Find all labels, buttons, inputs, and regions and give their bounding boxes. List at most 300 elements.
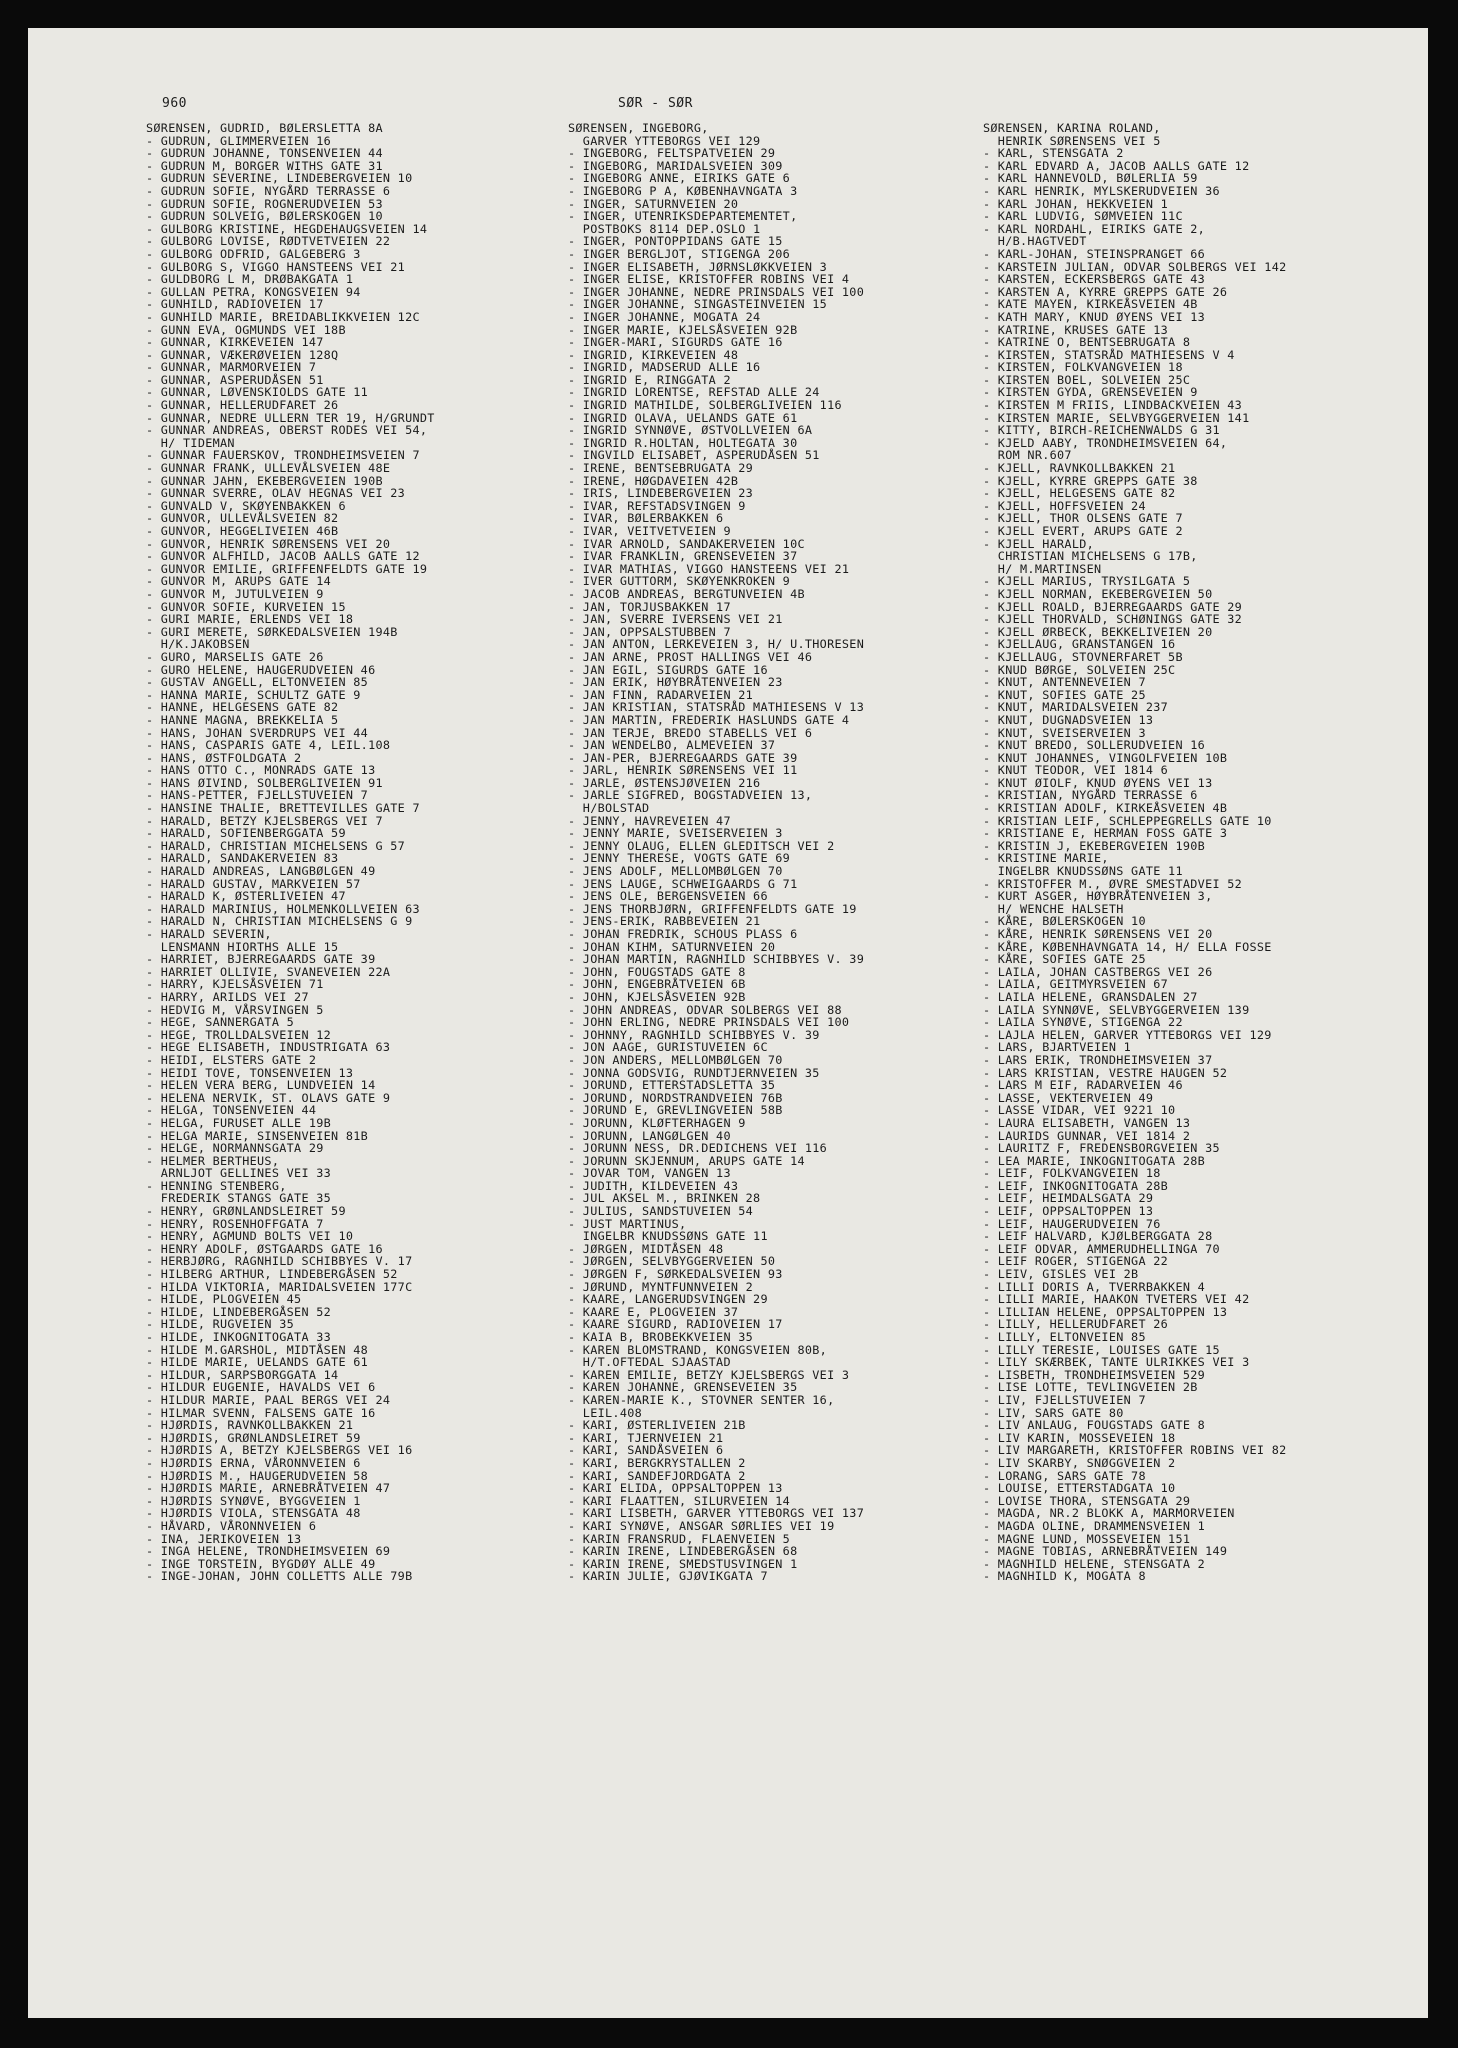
directory-entry: H/BOLSTAD — [568, 801, 650, 816]
directory-entry: SØRENSEN, KARINA ROLAND, — [983, 122, 1161, 135]
directory-entry: - KJELLAUG, GRANSTANGEN 16 — [983, 637, 1176, 652]
directory-entry: - JARL, HENRIK SØRENSENS VEI 11 — [568, 763, 798, 778]
directory-entry: - KATH MARY, KNUD ØYENS VEI 13 — [983, 309, 1206, 324]
directory-entry: - LILLY TERESIE, LOUISES GATE 15 — [983, 1342, 1220, 1357]
directory-entry: - HILDE MARIE, UELANDS GATE 61 — [146, 1355, 369, 1370]
directory-entry: GARVER YTTEBORGS VEI 129 — [568, 133, 761, 148]
directory-entry: - HANS, CASPARIS GATE 4, LEIL.108 — [146, 738, 391, 753]
directory-entry: - JOHN, FOUGSTADS GATE 8 — [568, 964, 746, 979]
directory-entry: - HELEN VERA BERG, LUNDVEIEN 14 — [146, 1078, 376, 1093]
directory-entry: - GUNVOR ALFHILD, JACOB AALLS GATE 12 — [146, 549, 420, 564]
directory-entry: - KARL, STENSGATA 2 — [983, 146, 1124, 161]
directory-entry: - LEIF, FOLKVANGVEIEN 18 — [983, 1166, 1161, 1181]
directory-entry: - LEIV, GISLES VEI 2B — [983, 1267, 1139, 1282]
directory-entry: - KIRSTEN M FRIIS, LINDBACKVEIEN 43 — [983, 398, 1243, 413]
directory-entry: - HJØRDIS A, BETZY KJELSBERGS VEI 16 — [146, 1443, 413, 1458]
directory-entry: - KARI LISBETH, GARVER YTTEBORGS VEI 137 — [568, 1506, 865, 1521]
directory-entry: - KATE MAYEN, KIRKEÅSVEIEN 4B — [983, 297, 1198, 312]
directory-entry: - LAJLA HELEN, GARVER YTTEBORGS VEI 129 — [983, 1027, 1272, 1042]
directory-entry: - LOUISE, ETTERSTADGATA 10 — [983, 1481, 1176, 1496]
directory-entry: - INGRID R.HOLTAN, HOLTEGATA 30 — [568, 435, 798, 450]
directory-entry: - KARL-JOHAN, STEINSPRANGET 66 — [983, 246, 1206, 261]
directory-entry: - HJØRDIS ERNA, VÅRONNVEIEN 6 — [146, 1455, 361, 1470]
directory-entry: - HJØRDIS M., HAUGERUDVEIEN 58 — [146, 1468, 369, 1483]
directory-entry: - HENRY ADOLF, ØSTGAARDS GATE 16 — [146, 1241, 383, 1256]
directory-entry: - GUNNAR, ASPERUDÅSEN 51 — [146, 372, 324, 387]
directory-entry: - GUNVOR, HENRIK SØRENSENS VEI 20 — [146, 536, 391, 551]
directory-entry: - HELGA, TONSENVEIEN 44 — [146, 1103, 317, 1118]
directory-entry: - KAIA B, BROBEKKVEIEN 35 — [568, 1330, 754, 1344]
directory-entry: - KJELL, THOR OLSENS GATE 7 — [983, 511, 1183, 526]
directory-entry: - HEIDI TOVE, TONSENVEIEN 13 — [146, 1065, 354, 1080]
directory-entry: - GUNVOR, ULLEVÅLSVEIEN 82 — [146, 511, 339, 526]
directory-entry: - JAN ERIK, HØYBRÅTENVEIEN 23 — [568, 675, 783, 690]
directory-entry: - LILLY, ELTONVEIEN 85 — [983, 1330, 1146, 1344]
directory-entry: H/ M.MARTINSEN — [983, 561, 1102, 576]
directory-entry: - HARALD, SANDAKERVEIEN 83 — [146, 851, 339, 866]
directory-entry: - HEGE, TROLLDALSVEIEN 12 — [146, 1027, 332, 1042]
directory-entry: - KJELL HARALD, — [983, 536, 1095, 551]
directory-entry: - HENRY, AGMUND BOLTS VEI 10 — [146, 1229, 354, 1244]
directory-entry: - JOHAN FREDRIK, SCHOUS PLASS 6 — [568, 927, 798, 941]
directory-entry: - GUDRUN JOHANNE, TONSENVEIEN 44 — [146, 146, 383, 161]
directory-entry: - JØRUND, MYNTFUNNVEIEN 2 — [568, 1279, 754, 1294]
directory-entry: - INGRID E, RINGGATA 2 — [568, 372, 731, 387]
directory-entry: - HILDUR, SARPSBORGGATA 14 — [146, 1367, 339, 1382]
directory-entry: - LAILA SYNNØVE, SELVBYGGERVEIEN 139 — [983, 1002, 1250, 1017]
directory-entry: CHRISTIAN MICHELSENS G 17B, — [983, 549, 1198, 564]
directory-entry: - HJØRDIS, GRØNLANDSLEIRET 59 — [146, 1430, 361, 1445]
directory-entry: - LAURIDS GUNNAR, VEI 1814 2 — [983, 1128, 1191, 1143]
directory-entry: - GUDRUN SOFIE, NYGÅRD TERRASSE 6 — [146, 183, 391, 198]
directory-entry: - GUNNAR FRANK, ULLEVÅLSVEIEN 48E — [146, 461, 391, 476]
directory-entry: - HARALD K, ØSTERLIVEIEN 47 — [146, 889, 346, 904]
directory-entry: - KRISTIANE E, HERMAN FOSS GATE 3 — [983, 826, 1228, 841]
directory-entry: - HARRY, KJELSÅSVEIEN 71 — [146, 977, 324, 992]
directory-entry: - JUDITH, KILDEVEIEN 43 — [568, 1178, 739, 1193]
directory-entry: - JAN ARNE, PROST HALLINGS VEI 46 — [568, 649, 813, 664]
directory-entry: - HANS, ØSTFOLDGATA 2 — [146, 750, 302, 765]
directory-entry: - HILBERG ARTHUR, LINDEBERGÅSEN 52 — [146, 1267, 398, 1282]
directory-entry: - INGEBORG ANNE, EIRIKS GATE 6 — [568, 171, 791, 186]
directory-entry: - JUL AKSEL M., BRINKEN 28 — [568, 1191, 761, 1206]
page-number: 960 — [162, 96, 187, 111]
column-3 — [983, 122, 1423, 1583]
directory-entry: - KRISTIAN LEIF, SCHLEPPEGRELLS GATE 10 — [983, 813, 1272, 828]
directory-entry: - HANS ØIVIND, SOLBERGLIVEIEN 91 — [146, 775, 383, 790]
directory-entry: - MAGDA OLINE, DRAMMENSVEIEN 1 — [983, 1518, 1206, 1533]
directory-entry: - KIRSTEN BOEL, SOLVEIEN 25C — [983, 372, 1191, 387]
directory-entry: - LOVISE THORA, STENSGATA 29 — [983, 1493, 1191, 1508]
directory-entry: - INGE-JOHAN, JOHN COLLETTS ALLE 79B — [146, 1569, 413, 1583]
directory-entry: - JAN WENDELBO, ALMEVEIEN 37 — [568, 738, 776, 753]
directory-entry: - HERBJØRG, RAGNHILD SCHIBBYES V. 17 — [146, 1254, 413, 1269]
directory-entry: - LAILA, JOHAN CASTBERGS VEI 26 — [983, 964, 1213, 979]
directory-entry: - JOHN ERLING, NEDRE PRINSDALS VEI 100 — [568, 1015, 850, 1030]
directory-entry: - JORUND E, GREVLINGVEIEN 58B — [568, 1103, 783, 1118]
directory-entry: H/ WENCHE HALSETH — [983, 901, 1124, 916]
directory-entry: - LARS ERIK, TRONDHEIMSVEIEN 37 — [983, 1052, 1213, 1067]
directory-entry: - JAN KRISTIAN, STATSRÅD MATHIESENS V 13 — [568, 700, 865, 715]
directory-entry: - HENNING STENBERG, — [146, 1178, 287, 1193]
directory-entry: - INGRID LORENTSE, REFSTAD ALLE 24 — [568, 385, 820, 400]
directory-entry: - HARALD SEVERIN, — [146, 927, 272, 941]
directory-entry: - IRENE, BENTSEBRUGATA 29 — [568, 461, 754, 476]
directory-entry: - KARI, BERGKRYSTALLEN 2 — [568, 1455, 746, 1470]
directory-entry: - HANNA MARIE, SCHULTZ GATE 9 — [146, 687, 361, 702]
directory-entry: - INGVILD ELISABET, ASPERUDÅSEN 51 — [568, 448, 820, 463]
directory-entry: - JAN, SVERRE IVERSENS VEI 21 — [568, 612, 783, 627]
directory-entry: - JOHN ANDREAS, ODVAR SOLBERGS VEI 88 — [568, 1002, 842, 1017]
directory-entry: - KARI, SANDÅSVEIEN 6 — [568, 1443, 724, 1458]
directory-entry: - MAGNE LUND, MOSSEVEIEN 151 — [983, 1531, 1191, 1546]
directory-entry: - KURT ASGER, HØYBRÅTENVEIEN 3, — [983, 889, 1213, 904]
directory-entry: - JARLE SIGFRED, BOGSTADVEIEN 13, — [568, 788, 813, 803]
directory-entry: - HJØRDIS MARIE, ARNEBRÅTVEIEN 47 — [146, 1481, 391, 1496]
directory-entry: SØRENSEN, GUDRID, BØLERSLETTA 8A — [146, 122, 383, 135]
directory-entry: - INGER ELISE, KRISTOFFER ROBINS VEI 4 — [568, 272, 850, 287]
directory-entry: - HARALD, CHRISTIAN MICHELSENS G 57 — [146, 838, 406, 853]
directory-entry: - JØRGEN, SELVBYGGERVEIEN 50 — [568, 1254, 776, 1269]
directory-entry: INGELBR KNUDSSØNS GATE 11 — [983, 864, 1183, 879]
directory-entry: - HJØRDIS, RAVNKOLLBAKKEN 21 — [146, 1418, 354, 1433]
directory-entry: - INGA HELENE, TRONDHEIMSVEIEN 69 — [146, 1544, 391, 1559]
directory-entry: - LILLI DORIS A, TVERRBAKKEN 4 — [983, 1279, 1206, 1294]
directory-entry: - GURO HELENE, HAUGERUDVEIEN 46 — [146, 662, 376, 677]
directory-entry: - HARALD MARINIUS, HOLMENKOLLVEIEN 63 — [146, 901, 420, 916]
directory-entry: - HELGA MARIE, SINSENVEIEN 81B — [146, 1128, 369, 1143]
directory-entry: - GURO, MARSELIS GATE 26 — [146, 649, 324, 664]
directory-entry: - HELMER BERTHEUS, — [146, 1153, 280, 1168]
directory-entry: - HANSINE THALIE, BRETTEVILLES GATE 7 — [146, 801, 420, 816]
directory-entry: - INGEBORG P A, KØBENHAVNGATA 3 — [568, 183, 798, 198]
directory-entry: - JENNY MARIE, SVEISERVEIEN 3 — [568, 826, 783, 841]
directory-entry: - INGER JOHANNE, MOGATA 24 — [568, 309, 761, 324]
directory-entry: - LASSE, VEKTERVEIEN 49 — [983, 1090, 1154, 1105]
directory-entry: - KNUT ØIOLF, KNUD ØYENS VEI 13 — [983, 775, 1213, 790]
directory-entry: - INGEBORG, MARIDALSVEIEN 309 — [568, 158, 783, 173]
directory-entry: - LIV SKARBY, SNØGGVEIEN 2 — [983, 1455, 1176, 1470]
directory-entry: - KNUD BØRGE, SOLVEIEN 25C — [983, 662, 1176, 677]
directory-entry: - INGER JOHANNE, SINGASTEINVEIEN 15 — [568, 297, 828, 312]
directory-entry: - LAILA HELENE, GRANSDALEN 27 — [983, 989, 1198, 1004]
directory-entry: - HARALD, BETZY KJELSBERGS VEI 7 — [146, 813, 383, 828]
directory-entry: H/B.HAGTVEDT — [983, 234, 1087, 249]
directory-entry: - INGRID SYNNØVE, ØSTVOLLVEIEN 6A — [568, 423, 813, 438]
directory-entry: - KJELL, HOFFSVEIEN 24 — [983, 498, 1146, 513]
directory-entry: - GULBORG ODFRID, GALGEBERG 3 — [146, 246, 361, 261]
directory-entry: - LEIF, HAUGERUDVEIEN 76 — [983, 1216, 1161, 1231]
directory-entry: - KARI, SANDEFJORDGATA 2 — [568, 1468, 746, 1483]
directory-entry: - GUNVOR M, ARUPS GATE 14 — [146, 574, 332, 589]
directory-entry: - GUDRUN SOLVEIG, BØLERSKOGEN 10 — [146, 209, 383, 224]
directory-entry: - INGE TORSTEIN, BYGDØY ALLE 49 — [146, 1556, 376, 1571]
directory-entry: - KARIN IRENE, SMEDSTUSVINGEN 1 — [568, 1556, 798, 1571]
directory-entry: - INGER JOHANNE, NEDRE PRINSDALS VEI 100 — [568, 284, 865, 299]
directory-entry: - IRENE, HØGDAVEIEN 42B — [568, 473, 739, 488]
directory-entry: - INGER, SATURNVEIEN 20 — [568, 196, 739, 211]
directory-entry: - HARALD N, CHRISTIAN MICHELSENS G 9 — [146, 914, 413, 929]
directory-entry: - KIRSTEN GYDA, GRENSEVEIEN 9 — [983, 385, 1198, 400]
directory-entry: - JON AAGE, GURISTUVEIEN 6C — [568, 1040, 768, 1055]
directory-entry: - MAGNHILD K, MOGATA 8 — [983, 1569, 1146, 1583]
directory-entry: - GUDRUN M, BORGER WITHS GATE 31 — [146, 158, 383, 173]
directory-entry: - JON ANDERS, MELLOMBØLGEN 70 — [568, 1052, 783, 1067]
directory-entry: - LEIF ROGER, STIGENGA 22 — [983, 1254, 1169, 1269]
directory-page — [28, 28, 1428, 2018]
directory-entry: - INGRID, KIRKEVEIEN 48 — [568, 347, 739, 362]
directory-entry: ROM NR.607 — [983, 448, 1072, 463]
directory-entry: - LORANG, SARS GATE 78 — [983, 1468, 1146, 1483]
directory-entry: - HEIDI, ELSTERS GATE 2 — [146, 1052, 317, 1067]
directory-entry: - JØRGEN, MIDTÅSEN 48 — [568, 1241, 724, 1256]
directory-entry: - GUDRUN SEVERINE, LINDEBERGVEIEN 10 — [146, 171, 413, 186]
directory-entry: - KAREN BLOMSTRAND, KONGSVEIEN 80B, — [568, 1342, 828, 1357]
directory-entry: - KJELL ROALD, BJERREGAARDS GATE 29 — [983, 599, 1243, 614]
directory-entry: - GUNVOR EMILIE, GRIFFENFELDTS GATE 19 — [146, 561, 428, 576]
directory-entry: - HILDUR EUGENIE, HAVALDS VEI 6 — [146, 1380, 376, 1395]
directory-entry: - JORUND, NORDSTRANDVEIEN 76B — [568, 1090, 783, 1105]
directory-entry: - GUNVALD V, SKØYENBAKKEN 6 — [146, 498, 346, 513]
directory-entry: - GULBORG LOVISE, RØDTVETVEIEN 22 — [146, 234, 391, 249]
directory-entry: - KJELL THORVALD, SCHØNINGS GATE 32 — [983, 612, 1243, 627]
directory-entry: - KNUT, SOFIES GATE 25 — [983, 687, 1146, 702]
directory-entry: - LEA MARIE, INKOGNITOGATA 28B — [983, 1153, 1206, 1168]
directory-entry: - IVAR, BØLERBAKKEN 6 — [568, 511, 724, 526]
running-head: SØR - SØR — [618, 96, 693, 111]
directory-entry: - IVAR, REFSTADSVINGEN 9 — [568, 498, 746, 513]
directory-entry: - KJELL EVERT, ARUPS GATE 2 — [983, 524, 1183, 538]
directory-entry: - GULBORG KRISTINE, HEGDEHAUGSVEIEN 14 — [146, 221, 428, 236]
directory-entry: - INGRID OLAVA, UELANDS GATE 61 — [568, 410, 798, 425]
directory-entry: LENSMANN HIORTHS ALLE 15 — [146, 939, 339, 954]
directory-entry: - JAN, OPPSALSTUBBEN 7 — [568, 624, 731, 639]
directory-entry: - KAARE SIGURD, RADIOVEIEN 17 — [568, 1317, 783, 1332]
directory-entry: - HILDUR MARIE, PAAL BERGS VEI 24 — [146, 1392, 391, 1407]
directory-entry: - HÅVARD, VÅRONNVEIEN 6 — [146, 1518, 317, 1533]
directory-entry: - GUNVOR M, JUTULVEIEN 9 — [146, 586, 324, 601]
directory-entry: - GUDRUN, GLIMMERVEIEN 16 — [146, 133, 332, 148]
directory-entry: - KARSTEIN JULIAN, ODVAR SOLBERGS VEI 142 — [983, 259, 1287, 274]
directory-entry: - INGER BERGLJOT, STIGENGA 206 — [568, 246, 791, 261]
directory-entry: - IVAR FRANKLIN, GRENSEVEIEN 37 — [568, 549, 798, 564]
directory-entry: - HENRY, GRØNLANDSLEIRET 59 — [146, 1204, 346, 1219]
directory-entry: - KRISTOFFER M., ØVRE SMESTADVEI 52 — [983, 876, 1243, 891]
directory-entry: - LASSE VIDAR, VEI 9221 10 — [983, 1103, 1176, 1118]
directory-entry: - JOHN, ENGEBRÅTVEIEN 6B — [568, 977, 746, 992]
directory-entry: - IRIS, LINDEBERGVEIEN 23 — [568, 486, 754, 501]
directory-entry: - KRISTIAN ADOLF, KIRKEÅSVEIEN 4B — [983, 801, 1228, 816]
directory-entry: - HJØRDIS VIOLA, STENSGATA 48 — [146, 1506, 361, 1521]
directory-entry: HENRIK SØRENSENS VEI 5 — [983, 133, 1161, 148]
directory-entry: - HARALD, SOFIENBERGGATA 59 — [146, 826, 346, 841]
directory-entry: - JOHN, KJELSÅSVEIEN 92B — [568, 989, 746, 1004]
directory-entry: - HELENA NERVIK, ST. OLAVS GATE 9 — [146, 1090, 391, 1105]
directory-entry: - LEIF, HEIMDALSGATA 29 — [983, 1191, 1154, 1206]
directory-entry: - MAGDA, NR.2 BLOKK A, MARMORVEIEN — [983, 1506, 1235, 1521]
directory-entry: - IVAR, VEITVETVEIEN 9 — [568, 524, 731, 538]
directory-entry: - INGER ELISABETH, JØRNSLØKKVEIEN 3 — [568, 259, 828, 274]
directory-entry: - LIV ANLAUG, FOUGSTADS GATE 8 — [983, 1418, 1206, 1433]
directory-entry: - HANNE, HELGESENS GATE 82 — [146, 700, 339, 715]
directory-entry: - INGER, UTENRIKSDEPARTEMENTET, — [568, 209, 798, 224]
directory-entry: - JENS LAUGE, SCHWEIGAARDS G 71 — [568, 876, 798, 891]
directory-entry: - JARLE, ØSTENSJØVEIEN 216 — [568, 775, 761, 790]
directory-entry: - GULDBORG L M, DRØBAKGATA 1 — [146, 272, 354, 287]
directory-entry: - GUNNAR FAUERSKOV, TRONDHEIMSVEIEN 7 — [146, 448, 420, 463]
directory-entry: - JULIUS, SANDSTUVEIEN 54 — [568, 1204, 754, 1219]
directory-entry: - LILY SKÆRBEK, TANTE ULRIKKES VEI 3 — [983, 1355, 1250, 1370]
directory-entry: - JORUNN, KLØFTERHAGEN 9 — [568, 1115, 746, 1130]
directory-entry: LEIL.408 — [568, 1405, 643, 1420]
directory-entry: - GUNNAR, HELLERUDFARET 26 — [146, 398, 339, 413]
directory-entry: - KJELD AABY, TRONDHEIMSVEIEN 64, — [983, 435, 1228, 450]
directory-entry: - KNUT TEODOR, VEI 1814 6 — [983, 763, 1169, 778]
directory-entry: - KARI, ØSTERLIVEIEN 21B — [568, 1418, 746, 1433]
directory-entry: - KIRSTEN MARIE, SELVBYGGERVEIEN 141 — [983, 410, 1250, 425]
directory-entry: - GUNVOR, HEGGELIVEIEN 46B — [146, 524, 339, 538]
directory-entry: - GURI MARIE, ERLENDS VEI 18 — [146, 612, 354, 627]
directory-entry: - KARSTEN, ECKERSBERGS GATE 43 — [983, 272, 1206, 287]
directory-entry: - LARS M EIF, RADARVEIEN 46 — [983, 1078, 1183, 1093]
directory-entry: - JACOB ANDREAS, BERGTUNVEIEN 4B — [568, 586, 805, 601]
directory-entry: - HILDE, PLOGVEIEN 45 — [146, 1292, 302, 1307]
directory-entry: - KATRINE, KRUSES GATE 13 — [983, 322, 1169, 337]
directory-entry: - JAN ANTON, LERKEVEIEN 3, H/ U.THORESEN — [568, 637, 865, 652]
directory-entry: - KÅRE, BØLERSKOGEN 10 — [983, 914, 1146, 929]
directory-entry: - KJELL, RAVNKOLLBAKKEN 21 — [983, 461, 1176, 476]
directory-entry: - JENNY OLAUG, ELLEN GLEDITSCH VEI 2 — [568, 838, 835, 853]
directory-entry: - KARSTEN A, KYRRE GREPPS GATE 26 — [983, 284, 1228, 299]
directory-entry: - KARIN JULIE, GJØVIKGATA 7 — [568, 1569, 768, 1583]
directory-entry: - LIV, SARS GATE 80 — [983, 1405, 1124, 1420]
directory-entry: - JENNY THERESE, VOGTS GATE 69 — [568, 851, 791, 866]
directory-entry: - KRISTIN J, EKEBERGVEIEN 190B — [983, 838, 1206, 853]
directory-entry: - KÅRE, SOFIES GATE 25 — [983, 952, 1146, 967]
directory-entry: - HARRY, ARILDS VEI 27 — [146, 989, 309, 1004]
directory-entry: - KNUT JOHANNES, VINGOLFVEIEN 10B — [983, 750, 1228, 765]
directory-entry: - HARRIET OLLIVIE, SVANEVEIEN 22A — [146, 964, 391, 979]
directory-entry: - KARI SYNØVE, ANSGAR SØRLIES VEI 19 — [568, 1518, 835, 1533]
directory-entry: - GULBORG S, VIGGO HANSTEENS VEI 21 — [146, 259, 406, 274]
directory-entry: - JØRGEN F, SØRKEDALSVEIEN 93 — [568, 1267, 783, 1282]
directory-entry: - GUNHILD, RADIOVEIEN 17 — [146, 297, 324, 312]
directory-entry: - INGER-MARI, SIGURDS GATE 16 — [568, 335, 783, 350]
directory-entry: - GUNNAR ANDREAS, OBERST RODES VEI 54, — [146, 423, 428, 438]
directory-entry: - KITTY, BIRCH-REICHENWALDS G 31 — [983, 423, 1220, 438]
directory-entry: POSTBOKS 8114 DEP.OSLO 1 — [568, 221, 761, 236]
directory-entry: - LILLI MARIE, HAAKON TVETERS VEI 42 — [983, 1292, 1250, 1307]
directory-entry: - LILLY, HELLERUDFARET 26 — [983, 1317, 1169, 1332]
directory-entry: - KAARE E, PLOGVEIEN 37 — [568, 1304, 739, 1319]
directory-entry: - LILLIAN HELENE, OPPSALTOPPEN 13 — [983, 1304, 1228, 1319]
directory-entry: - LEIF HALVARD, KJØLBERGGATA 28 — [983, 1229, 1213, 1244]
directory-entry: - INGER MARIE, KJELSÅSVEIEN 92B — [568, 322, 798, 337]
directory-entry: INGELBR KNUDSSØNS GATE 11 — [568, 1229, 768, 1244]
directory-entry: - HJØRDIS SYNØVE, BYGGVEIEN 1 — [146, 1493, 361, 1508]
directory-entry: - LARS KRISTIAN, VESTRE HAUGEN 52 — [983, 1065, 1228, 1080]
directory-entry: - HANS-PETTER, FJELLSTUVEIEN 7 — [146, 788, 369, 803]
directory-entry: - KAREN JOHANNE, GRENSEVEIEN 35 — [568, 1380, 798, 1395]
directory-entry: - KARIN FRANSRUD, FLAENVEIEN 5 — [568, 1531, 791, 1546]
directory-entry: - JAN TERJE, BREDO STABELLS VEI 6 — [568, 725, 813, 740]
directory-entry: - KÅRE, HENRIK SØRENSENS VEI 20 — [983, 927, 1213, 941]
directory-entry: - HEGE ELISABETH, INDUSTRIGATA 63 — [146, 1040, 391, 1055]
directory-entry: - JAN, TORJUSBAKKEN 17 — [568, 599, 731, 614]
directory-entry: - INGRID MATHILDE, SOLBERGLIVEIEN 116 — [568, 398, 842, 413]
directory-entry: - LEIF, OPPSALTOPPEN 13 — [983, 1204, 1154, 1219]
directory-entry: - HARRIET, BJERREGAARDS GATE 39 — [146, 952, 376, 967]
directory-entry: - KJELL, HELGESENS GATE 82 — [983, 486, 1176, 501]
directory-entry: - LIV KARIN, MOSSEVEIEN 18 — [983, 1430, 1176, 1445]
directory-entry: - GUNNAR JAHN, EKEBERGVEIEN 190B — [146, 473, 383, 488]
directory-entry: - GURI MERETE, SØRKEDALSVEIEN 194B — [146, 624, 398, 639]
directory-entry: - JONNA GODSVIG, RUNDTJERNVEIEN 35 — [568, 1065, 820, 1080]
directory-entry: - HANS, JOHAN SVERDRUPS VEI 44 — [146, 725, 369, 740]
directory-entry: - KNUT, DUGNADSVEIEN 13 — [983, 712, 1154, 727]
directory-entry: - JORUND, ETTERSTADSLETTA 35 — [568, 1078, 776, 1093]
column-1 — [146, 122, 586, 1583]
directory-entry: - KAREN-MARIE K., STOVNER SENTER 16, — [568, 1392, 835, 1407]
directory-entry: - GUNNAR, MARMORVEIEN 7 — [146, 360, 317, 375]
directory-entry: - HILDE, INKOGNITOGATA 33 — [146, 1330, 332, 1344]
directory-entry: - LISE LOTTE, TEVLINGVEIEN 2B — [983, 1380, 1198, 1395]
directory-entry: - MAGNE TOBIAS, ARNEBRÅTVEIEN 149 — [983, 1544, 1228, 1559]
directory-entry: - JOHAN MARTIN, RAGNHILD SCHIBBYES V. 39 — [568, 952, 865, 967]
directory-entry: H/ TIDEMAN — [146, 435, 235, 450]
directory-entry: - HELGA, FURUSET ALLE 19B — [146, 1115, 332, 1130]
directory-entry: - JENS-ERIK, RABBEVEIEN 21 — [568, 914, 761, 929]
directory-entry: - KARI ELIDA, OPPSALTOPPEN 13 — [568, 1481, 783, 1496]
directory-entry: - HANNE MAGNA, BREKKELIA 5 — [146, 712, 339, 727]
directory-entry: - JAN MARTIN, FREDERIK HASLUNDS GATE 4 — [568, 712, 850, 727]
directory-entry: - KARL HANNEVOLD, BØLERLIA 59 — [983, 171, 1198, 186]
directory-entry: - KNUT BREDO, SOLLERUDVEIEN 16 — [983, 738, 1206, 753]
directory-entry: - MAGNHILD HELENE, STENSGATA 2 — [983, 1556, 1206, 1571]
directory-entry: - KIRSTEN, STATSRÅD MATHIESENS V 4 — [983, 347, 1235, 362]
directory-entry: - KARL HENRIK, MYLSKERUDVEIEN 36 — [983, 183, 1220, 198]
directory-entry: - GUNNAR, LØVENSKIOLDS GATE 11 — [146, 385, 369, 400]
directory-entry: - GULLAN PETRA, KONGSVEIEN 94 — [146, 284, 361, 299]
directory-entry: - KARL JOHAN, HEKKVEIEN 1 — [983, 196, 1169, 211]
directory-entry: - GUNHILD MARIE, BREIDABLIKKVEIEN 12C — [146, 309, 420, 324]
directory-entry: - KRISTINE MARIE, — [983, 851, 1109, 866]
directory-entry: - JENNY, HAVREVEIEN 47 — [568, 813, 731, 828]
directory-entry: - GUNN EVA, OGMUNDS VEI 18B — [146, 322, 346, 337]
directory-entry: - GUNNAR, KIRKEVEIEN 147 — [146, 335, 324, 350]
directory-entry: - GUNNAR, NEDRE ULLERN TER 19, H/GRUNDT — [146, 410, 435, 425]
directory-entry: - JORUNN SKJENNUM, ARUPS GATE 14 — [568, 1153, 805, 1168]
directory-entry: - INGER, PONTOPPIDANS GATE 15 — [568, 234, 783, 249]
directory-entry: - LIV, FJELLSTUVEIEN 7 — [983, 1392, 1146, 1407]
directory-entry: - KAARE, LANGERUDSVINGEN 29 — [568, 1292, 768, 1307]
directory-entry: - KATRINE O, BENTSEBRUGATA 8 — [983, 335, 1191, 350]
directory-entry: - JORUNN, LANGØLGEN 40 — [568, 1128, 731, 1143]
directory-entry: - KARI FLAATTEN, SILURVEIEN 14 — [568, 1493, 791, 1508]
directory-entry: - HEGE, SANNERGATA 5 — [146, 1015, 295, 1030]
directory-entry: - HEDVIG M, VÅRSVINGEN 5 — [146, 1002, 324, 1017]
directory-entry: - HILDE, LINDEBERGÅSEN 52 — [146, 1304, 332, 1319]
directory-entry: ARNLJOT GELLINES VEI 33 — [146, 1166, 332, 1181]
directory-entry: - HANS OTTO C., MONRADS GATE 13 — [146, 763, 376, 778]
directory-entry: - KARIN IRENE, LINDEBERGÅSEN 68 — [568, 1544, 798, 1559]
directory-entry: - LAURA ELISABETH, VANGEN 13 — [983, 1115, 1191, 1130]
directory-entry: - KARL NORDAHL, EIRIKS GATE 2, — [983, 221, 1206, 236]
directory-entry: - KÅRE, KØBENHAVNGATA 14, H/ ELLA FOSSE — [983, 939, 1272, 954]
directory-entry: H/T.OFTEDAL SJAASTAD — [568, 1355, 731, 1370]
directory-entry: FREDERIK STANGS GATE 35 — [146, 1191, 332, 1206]
directory-entry: - IVER GUTTORM, SKØYENKROKEN 9 — [568, 574, 791, 589]
